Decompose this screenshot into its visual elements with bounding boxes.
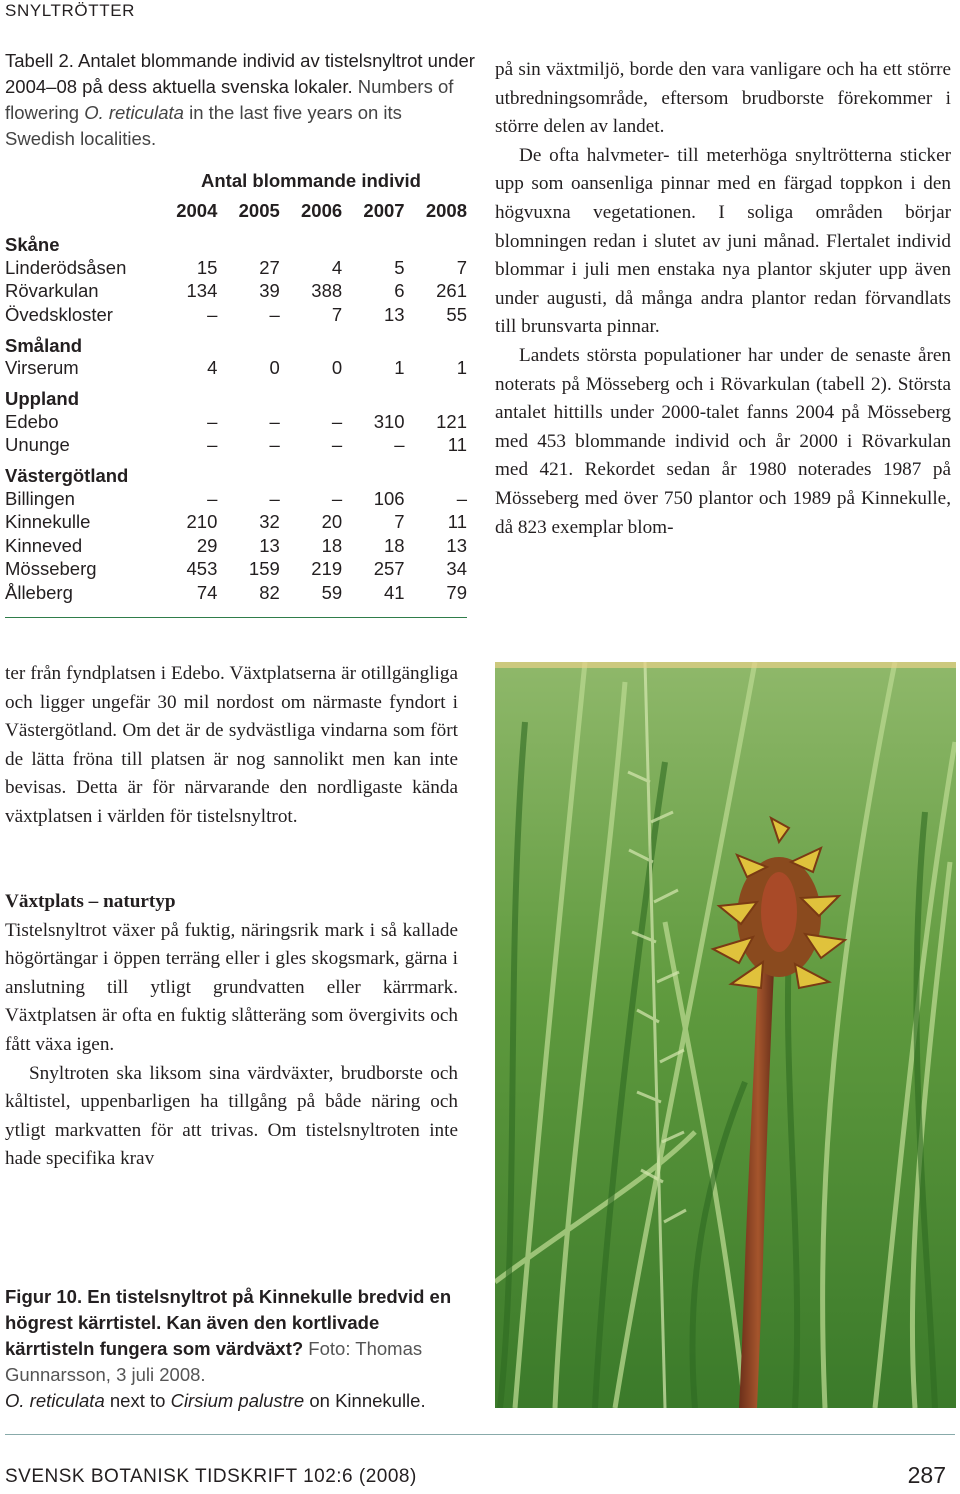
table-cell: – [331, 434, 343, 456]
table-group-header: Antal blommande individ [201, 170, 421, 191]
table-cell: – [269, 434, 280, 456]
table-cell: 15 [196, 256, 218, 278]
table-row [5, 303, 467, 327]
table-cell: – [456, 487, 467, 509]
table-cell: 11 [447, 434, 467, 456]
table-cell: 39 [259, 280, 280, 302]
year-header: 2006 [301, 200, 343, 221]
photo-credit: Foto: Thomas Gunnarsson, 3 juli 2008. [5, 1338, 423, 1385]
table-cell: 13 [259, 534, 280, 556]
region-name: Skåne [5, 234, 60, 255]
table-row [5, 280, 467, 304]
left-column-continuation [5, 660, 458, 832]
site-name: Ålleberg [5, 581, 73, 603]
section-subheading: Växtplats – naturtyp [5, 891, 176, 912]
year-header: 2007 [363, 200, 405, 221]
table-cell: 4 [331, 256, 343, 278]
table-cell: 310 [373, 410, 405, 432]
table-cell: – [331, 410, 343, 432]
table-cell: 20 [321, 511, 343, 533]
table-cell: 7 [394, 511, 405, 533]
paragraph: på sin växtmiljö, borde den vara vanligare och ha ett större utbredningsområde, eftersom brudborste förekommer i större delen av landet. [495, 59, 951, 138]
footer-rule [5, 1434, 955, 1435]
table-cell: – [269, 410, 280, 432]
table-cell: 257 [373, 558, 405, 580]
site-name: Linderödsåsen [5, 256, 127, 278]
table-cell: 13 [383, 303, 405, 325]
table-cell: 210 [186, 511, 218, 533]
table-cell: 34 [446, 558, 467, 580]
table-bottom-rule [5, 617, 467, 618]
table-cell: 32 [259, 511, 280, 533]
region-row [5, 226, 467, 256]
region-name: Västergötland [5, 465, 129, 486]
site-name: Kinnekulle [5, 511, 91, 533]
region-name: Småland [5, 334, 83, 356]
table-cell: 388 [311, 280, 343, 302]
table-cell: 29 [196, 534, 218, 556]
site-name: Edebo [5, 410, 59, 432]
paragraph: Snyltroten ska liksom sina värdväxter, brudborste och kåltistel, uppenbarligen ha tillgång på både näring och ytligt markvatten för att trivas. Om tistelsnyltroten inte hade specifika krav [5, 1062, 458, 1170]
table-cell: 7 [331, 303, 343, 325]
table-cell: – [207, 434, 218, 456]
left-column-habitat [5, 888, 458, 1174]
table-cell: 1 [394, 357, 405, 379]
table-cell: 134 [186, 280, 218, 302]
table-row [5, 487, 467, 511]
table-cell: 6 [394, 280, 405, 302]
table-cell: 7 [456, 256, 467, 278]
figure-caption-english: O. reticulata next to Cirsium palustre on Kinnekulle. [5, 1390, 426, 1411]
paragraph: ter från fyndplatsen i Edebo. Växtplatserna är otillgängliga och ligger ungefär 30 mil nordost om närmaste fyndort i Västergötland. Om det är de sydvästliga vindarna som fört de lätta fröna till platsen är nog sannolikt men kan inte bevisas. Detta är för närvarande den nordligaste kända växtplatsen i världen för tistelsnyltrot. [5, 663, 458, 827]
table-row [5, 410, 467, 434]
table-row [5, 511, 467, 535]
table-cell: 1 [456, 357, 467, 379]
table-cell: 82 [259, 581, 280, 603]
table-cell: 121 [436, 410, 467, 432]
flowering-table [5, 166, 467, 605]
table-cell: – [331, 487, 343, 509]
site-name: Mösseberg [5, 558, 97, 580]
table-cell: 4 [207, 357, 218, 379]
table-cell: 27 [259, 256, 280, 278]
site-name: Virserum [5, 357, 79, 379]
table-cell: – [207, 487, 218, 509]
region-row [5, 380, 467, 410]
table-cell: 41 [383, 581, 405, 603]
page-number: 287 [907, 1462, 946, 1488]
table-caption-swedish: Tabell 2. Antalet blommande individ av tistelsnyltrot under 2004–08 på dess aktuella svenska lokaler. [5, 50, 475, 97]
table-cell: 59 [321, 581, 343, 603]
table-cell: 261 [436, 280, 467, 302]
table-cell: 5 [394, 256, 405, 278]
table-cell: 18 [383, 534, 405, 556]
site-name: Ununge [5, 434, 70, 456]
table-cell: – [269, 303, 280, 325]
table-cell: 453 [186, 558, 218, 580]
table-row [5, 581, 467, 605]
running-header: SNYLTRÖTTER [5, 1, 136, 20]
journal-name: SVENSK BOTANISK TIDSKRIFT 102:6 (2008) [5, 1466, 417, 1487]
table-cell: 74 [196, 581, 218, 603]
table-cell: 79 [446, 581, 467, 603]
table-cell: 18 [321, 534, 343, 556]
figure-caption-swedish: Figur 10. En tistelsnyltrot på Kinnekulle bredvid en högrest kärrtistel. Kan även den kortlivade kärrtisteln fungera som värdväxt? [5, 1286, 452, 1359]
region-name: Uppland [5, 388, 79, 409]
table-cell: 11 [447, 511, 467, 533]
table-cell: 106 [373, 487, 405, 509]
table-cell: – [269, 487, 280, 509]
site-name: Övedskloster [5, 303, 113, 325]
table-cell: – [207, 303, 218, 325]
table-row [5, 534, 467, 558]
region-row [5, 457, 467, 487]
table-row [5, 357, 467, 381]
site-name: Rövarkulan [5, 280, 99, 302]
year-header: 2004 [176, 200, 218, 221]
table-cell: 55 [446, 303, 467, 325]
table-caption [5, 48, 475, 152]
region-row [5, 327, 467, 357]
table-cell: 13 [446, 534, 467, 556]
year-header: 2005 [238, 200, 280, 221]
table-row [5, 434, 467, 458]
table-cell: 0 [269, 357, 280, 379]
year-header: 2008 [425, 200, 467, 221]
table-row [5, 558, 467, 582]
paragraph: Tistelsnyltrot växer på fuktig, näringsrik mark i så kallade högörtängar i öppen terräng eller i gles skogsmark, gärna i anslutning till ytligt grundvatten eller kärrmark. Växtplatsen är ofta en fuktig slåtteräng som övergivits och fått växa igen. [5, 919, 458, 1055]
site-name: Billingen [5, 487, 75, 509]
right-column-text [495, 56, 951, 542]
table-cell: – [207, 410, 218, 432]
table-cell: 159 [248, 558, 280, 580]
table-row [5, 256, 467, 280]
paragraph: De ofta halvmeter- till meterhöga snyltrötterna sticker upp som oansenliga pinnar med en färgad toppkon i den högvuxna vegetationen. I soliga områden börjar blomningen redan i slutet av juni månad. Flertalet individ blommar i juli men enstaka nya plantor skjuter upp även under augusti, då många andra plantor redan förvandlats till brunsvarta pinnar. [495, 144, 951, 338]
paragraph: Landets största populationer har under de senaste åren noterats på Mösseberg och i Rövarkulan (tabell 2). Största antalet hittills under 2000-talet fanns 2004 på Mösseberg med 453 blommande individ och år 2000 i Rövarkulan med 421. Rekordet sedan år 1980 noterades 1987 på Mösseberg med över 750 plantor och 1989 på Kinnekulle, då 823 exemplar blom- [495, 344, 951, 538]
table-cell: 0 [331, 357, 343, 379]
figure-caption [5, 1284, 465, 1414]
site-name: Kinneved [5, 534, 83, 556]
table-cell: – [394, 434, 405, 456]
plant-photo [495, 662, 956, 1408]
table-caption-english: Numbers of flowering O. reticulata in the last five years on its Swedish localities. [5, 76, 454, 149]
table-cell: 219 [311, 558, 343, 580]
